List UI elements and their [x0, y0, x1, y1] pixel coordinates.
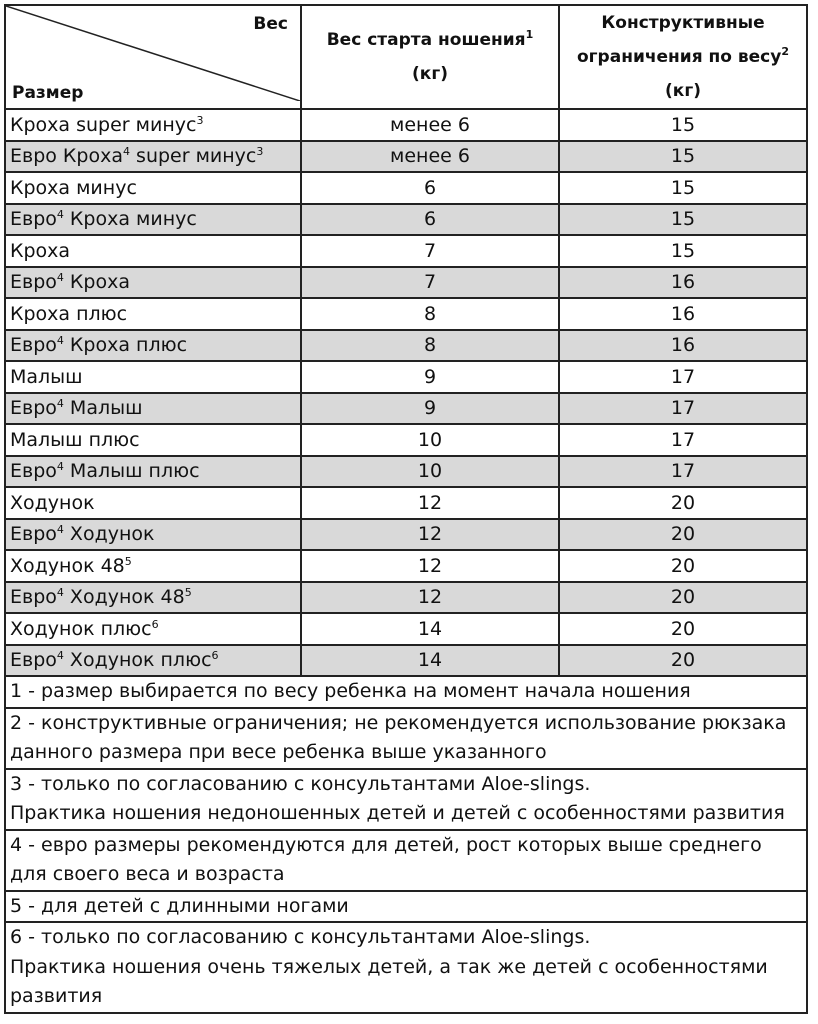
footnote-marker: 4 [56, 271, 64, 285]
weight-limit-cell: 20 [559, 519, 807, 551]
size-name-text: Малыш [63, 397, 143, 420]
weight-limit-cell: 15 [559, 172, 807, 204]
footnote-row [5, 676, 807, 708]
size-name-text: Евро [10, 271, 57, 294]
footnote-marker: 1 [525, 28, 534, 41]
size-name-text: Малыш плюс [10, 428, 140, 451]
start-weight-cell: 12 [301, 519, 559, 551]
table-row [5, 267, 807, 299]
size-name-cell [5, 298, 301, 330]
footnote-marker: 5 [184, 586, 192, 600]
size-name-text: Кроха минус [10, 176, 137, 199]
start-weight-cell: 10 [301, 456, 559, 488]
footnotes [5, 676, 807, 1013]
size-name-text: Кроха super минус [10, 113, 197, 136]
size-name-text: Ходунок 48 [10, 554, 125, 577]
footnote-marker: 4 [56, 523, 64, 537]
limit-header-title-1: Конструктивные [601, 13, 765, 33]
size-name-text: Малыш плюс [63, 460, 200, 483]
size-name-cell [5, 204, 301, 236]
size-name-text: Кроха плюс [63, 334, 188, 357]
footnote-marker: 5 [124, 554, 132, 568]
start-weight-cell: 10 [301, 424, 559, 456]
footnote-marker: 2 [781, 45, 789, 58]
size-name-text: Малыш [10, 365, 83, 388]
table-row [5, 424, 807, 456]
table-row [5, 361, 807, 393]
footnote-text: 3 - только по согласованию с консультантами Aloe-slings. Практика ношения недоношенных детей и детей с особенностями развития [5, 769, 807, 830]
footnote-marker: 3 [256, 145, 264, 159]
size-name-text: Ходунок [63, 523, 155, 546]
size-name-cell [5, 613, 301, 645]
start-weight-cell: 6 [301, 172, 559, 204]
size-name-text: Евро [10, 397, 57, 420]
footnote-row [5, 891, 807, 923]
size-name-cell [5, 519, 301, 551]
start-weight-cell: менее 6 [301, 109, 559, 141]
footnote-marker: 4 [123, 145, 130, 159]
weight-limit-cell: 15 [559, 235, 807, 267]
table-row [5, 519, 807, 551]
weight-limit-cell: 20 [559, 613, 807, 645]
weight-limit-cell: 20 [559, 487, 807, 519]
corner-label-weight: Вес [253, 14, 288, 34]
start-weight-cell: 12 [301, 582, 559, 614]
start-weight-cell: 12 [301, 550, 559, 582]
weight-limit-cell: 15 [559, 204, 807, 236]
size-weight-table [4, 4, 808, 1014]
size-name-cell [5, 582, 301, 614]
size-name-text: Ходунок плюс [63, 649, 212, 672]
weight-limit-cell: 16 [559, 267, 807, 299]
table-row [5, 487, 807, 519]
weight-limit-cell: 17 [559, 393, 807, 425]
size-name-cell [5, 645, 301, 677]
footnote-text: 1 - размер выбирается по весу ребенка на момент начала ношения [5, 676, 807, 708]
weight-limit-cell: 17 [559, 424, 807, 456]
size-name-cell [5, 424, 301, 456]
size-name-text: Кроха плюс [10, 302, 128, 325]
table-row [5, 456, 807, 488]
corner-header-cell [5, 5, 301, 109]
weight-limit-cell: 15 [559, 141, 807, 173]
start-weight-cell: 9 [301, 361, 559, 393]
footnote-marker: 6 [151, 617, 159, 631]
size-name-text: super минус [130, 145, 257, 168]
table-row [5, 645, 807, 677]
footnote-marker: 4 [56, 649, 64, 663]
size-name-cell [5, 109, 301, 141]
table-row [5, 613, 807, 645]
limit-header-title-2: огрaничения по весу [577, 47, 782, 67]
size-name-cell [5, 361, 301, 393]
size-name-text: Евро [10, 586, 57, 609]
weight-limit-cell: 20 [559, 550, 807, 582]
start-weight-cell: 14 [301, 645, 559, 677]
table-body [5, 109, 807, 676]
weight-limit-cell: 16 [559, 298, 807, 330]
weight-limit-cell: 16 [559, 330, 807, 362]
footnote-marker: 4 [56, 208, 64, 222]
footnote-row [5, 769, 807, 830]
corner-label-size: Размер [12, 83, 84, 103]
footnote-row [5, 708, 807, 769]
size-name-text: Ходунок 48 [63, 586, 185, 609]
table-header-row [5, 5, 807, 109]
footnote-marker: 4 [56, 586, 64, 600]
weight-limit-cell: 20 [559, 582, 807, 614]
size-name-text: Кроха минус [63, 208, 197, 231]
table-row [5, 141, 807, 173]
size-name-text: Евро [10, 208, 57, 231]
size-name-text: Ходунок [10, 491, 95, 514]
start-weight-cell: 12 [301, 487, 559, 519]
start-weight-cell: 7 [301, 267, 559, 299]
table-row [5, 109, 807, 141]
size-name-text: Кроха [10, 239, 71, 262]
size-name-cell [5, 487, 301, 519]
size-name-cell [5, 267, 301, 299]
start-weight-cell: 9 [301, 393, 559, 425]
footnote-row [5, 922, 807, 1013]
table-row [5, 582, 807, 614]
start-weight-cell: 14 [301, 613, 559, 645]
weight-limit-cell: 17 [559, 361, 807, 393]
size-name-cell [5, 393, 301, 425]
size-name-cell [5, 550, 301, 582]
start-weight-cell: 6 [301, 204, 559, 236]
table-row [5, 330, 807, 362]
size-name-text: Евро [10, 649, 57, 672]
size-name-text: Евро [10, 523, 57, 546]
footnote-text: 4 - евро размеры рекомендуются для детей, рост которых выше среднего для своего веса и возраста [5, 830, 807, 891]
table-row [5, 204, 807, 236]
footnote-text: 5 - для детей с длинными ногами [5, 891, 807, 923]
start-weight-header-unit: (кг) [412, 64, 448, 84]
size-name-cell [5, 330, 301, 362]
table-row [5, 235, 807, 267]
table-row [5, 298, 807, 330]
size-name-cell [5, 456, 301, 488]
footnote-text: 6 - только по согласованию с консультантами Aloe-slings. Практика ношения очень тяжелых детей, а так же детей с особенностями развития [5, 922, 807, 1013]
footnote-marker: 3 [196, 113, 204, 127]
limit-header-unit: (кг) [665, 81, 701, 101]
size-name-text: Евро [10, 334, 57, 357]
start-weight-cell: 7 [301, 235, 559, 267]
footnote-text: 2 - конструктивные ограничения; не рекомендуется использование рюкзака данного размера при весе ребенка выше указанного [5, 708, 807, 769]
size-name-cell [5, 235, 301, 267]
weight-limit-cell: 17 [559, 456, 807, 488]
footnote-row [5, 830, 807, 891]
limit-header [559, 5, 807, 109]
start-weight-header-title: Вес старта ношения [326, 30, 526, 50]
weight-limit-cell: 15 [559, 109, 807, 141]
size-name-text: Евро [10, 460, 57, 483]
start-weight-cell: 8 [301, 298, 559, 330]
footnote-marker: 6 [211, 649, 219, 663]
size-name-text: Ходунок плюс [10, 617, 152, 640]
size-name-cell [5, 141, 301, 173]
start-weight-cell: менее 6 [301, 141, 559, 173]
footnote-marker: 4 [56, 460, 64, 474]
table-row [5, 172, 807, 204]
size-name-text: Кроха [63, 271, 130, 294]
start-weight-header [301, 5, 559, 109]
table-row [5, 393, 807, 425]
footnote-marker: 4 [56, 334, 64, 348]
table-row [5, 550, 807, 582]
start-weight-cell: 8 [301, 330, 559, 362]
footnote-marker: 4 [56, 397, 64, 411]
size-name-text: Евро Кроха [10, 145, 123, 168]
size-name-cell [5, 172, 301, 204]
weight-limit-cell: 20 [559, 645, 807, 677]
